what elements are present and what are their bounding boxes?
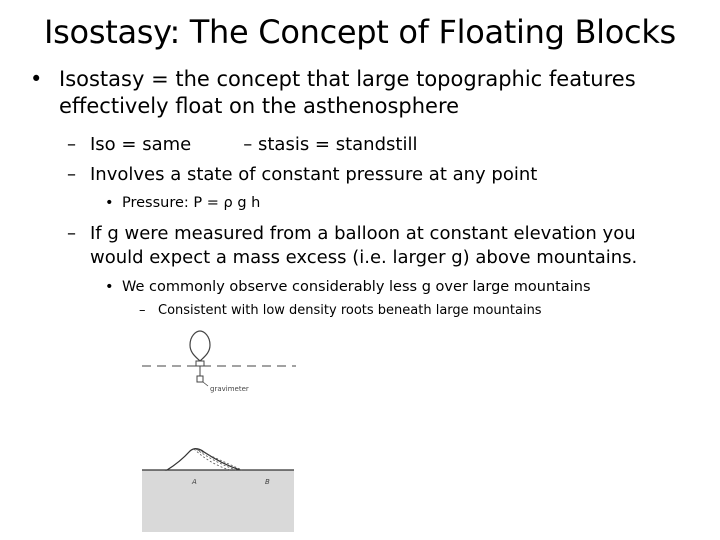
sub-sub-bullet-pressure: Pressure: P = ρ g h xyxy=(122,195,261,211)
sub-bullet-balloon-line2: would expect a mass excess (i.e. larger g) above mountains. xyxy=(90,247,638,268)
sub-bullet-dash: – xyxy=(67,164,76,185)
bullet-isostasy-line2: effectively float on the asthenosphere xyxy=(59,94,460,118)
sub-sub-bullet-marker: • xyxy=(105,279,114,295)
bullet-isostasy-line1: Isostasy = the concept that large topographic features xyxy=(59,67,636,91)
level4-low-density-roots: Consistent with low density roots beneath large mountains xyxy=(158,303,542,318)
point-a-label: A xyxy=(192,478,197,486)
sub-bullet-dash: – xyxy=(67,134,76,155)
point-b-label: B xyxy=(265,478,270,486)
balloon-icon xyxy=(190,331,210,376)
sub-bullet-dash: – xyxy=(67,223,76,244)
crust-block xyxy=(142,470,294,532)
sub-bullet-pressure-state: Involves a state of constant pressure at any point xyxy=(90,164,538,185)
gravimeter-label: gravimeter xyxy=(210,385,249,393)
level4-dash: – xyxy=(139,303,146,318)
bullet-marker: • xyxy=(30,67,43,91)
sub-sub-bullet-marker: • xyxy=(105,195,114,211)
gravimeter-icon xyxy=(197,376,208,386)
sub-bullet-iso-a: Iso = same xyxy=(90,134,192,155)
sub-bullet-balloon-line1: If g were measured from a balloon at constant elevation you xyxy=(90,223,636,244)
sub-sub-bullet-less-g: We commonly observe considerably less g over large mountains xyxy=(122,279,591,295)
mountain-shape xyxy=(167,449,240,470)
sub-bullet-iso-b: – stasis = standstill xyxy=(243,134,418,155)
slide-title: Isostasy: The Concept of Floating Blocks xyxy=(44,13,676,51)
